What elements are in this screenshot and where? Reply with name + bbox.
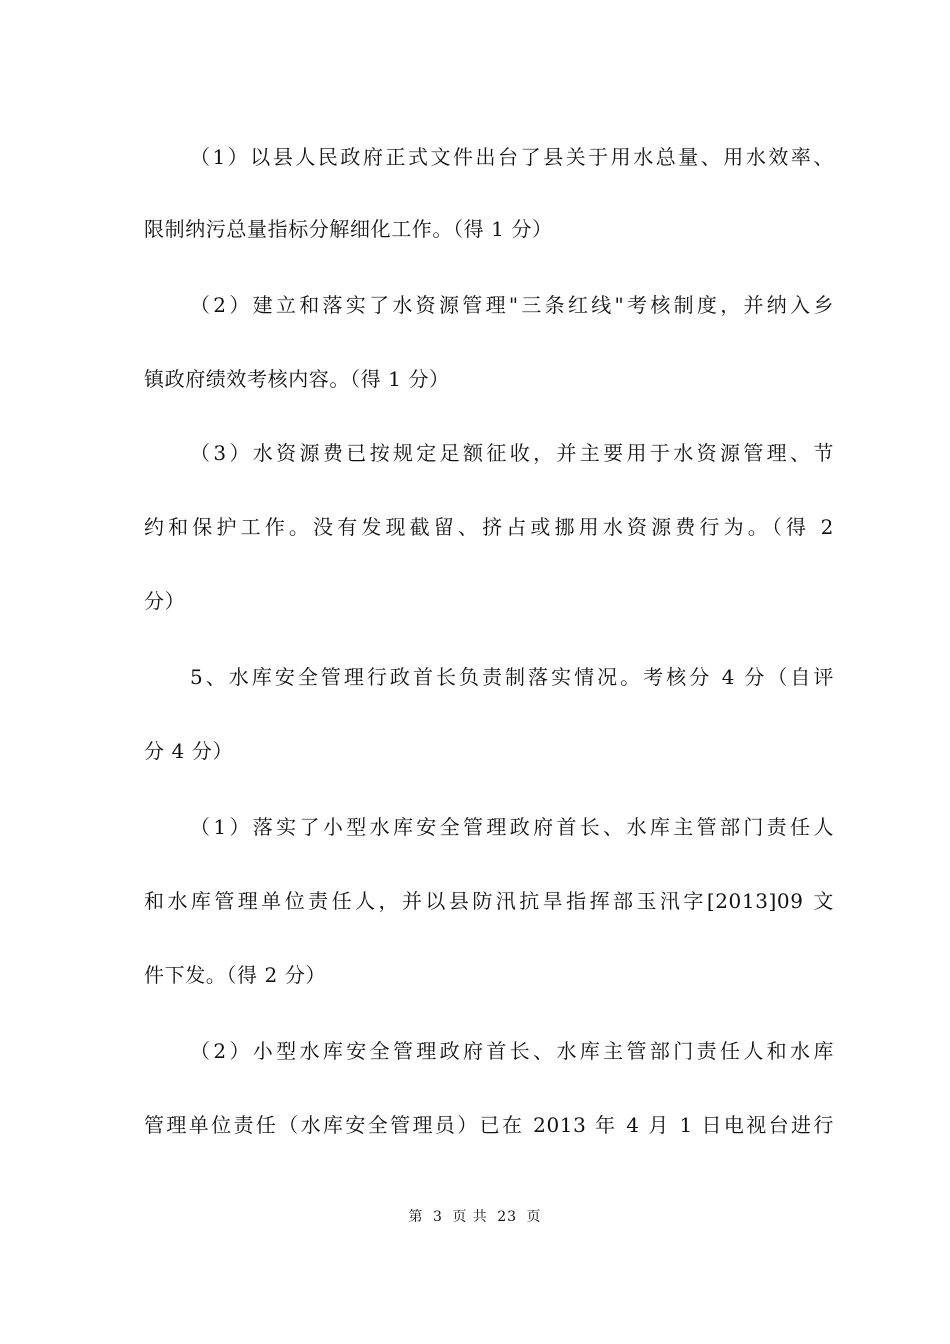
paragraph-line: 和水库管理单位责任人，并以县防汛抗旱指挥部玉汛字[2013]09 文 <box>144 889 834 913</box>
footer-prefix: 第 <box>408 1209 424 1225</box>
footer-middle: 页 共 <box>452 1209 488 1225</box>
paragraph-line: 分 4 分） <box>144 739 234 763</box>
section-heading-line: 5、水库安全管理行政首长负责制落实情况。考核分 4 分（自评 <box>190 665 834 689</box>
paragraph-line: 约和保护工作。没有发现截留、挤占或挪用水资源费行为。（得 2 <box>144 515 834 539</box>
footer-current-page: 3 <box>432 1209 443 1225</box>
footer-total-pages: 23 <box>497 1209 518 1225</box>
paragraph-line: 镇政府绩效考核内容。（得 1 分） <box>144 367 450 391</box>
paragraph-line: 件下发。（得 2 分） <box>144 963 327 987</box>
paragraph-line: （2）小型水库安全管理政府首长、水库主管部门责任人和水库 <box>190 1039 834 1063</box>
paragraph-line: （1）落实了小型水库安全管理政府首长、水库主管部门责任人 <box>190 815 834 839</box>
footer-suffix: 页 <box>526 1209 542 1225</box>
paragraph-line: （3）水资源费已按规定足额征收，并主要用于水资源管理、节 <box>190 441 834 465</box>
paragraph-line: （2）建立和落实了水资源管理"三条红线"考核制度，并纳入乡 <box>190 293 834 317</box>
paragraph-line: 分） <box>144 589 186 613</box>
paragraph-line: （1）以县人民政府正式文件出台了县关于用水总量、用水效率、 <box>190 145 834 169</box>
paragraph-line: 限制纳污总量指标分解细化工作。（得 1 分） <box>144 217 553 241</box>
paragraph-line: 管理单位责任（水库安全管理员）已在 2013 年 4 月 1 日电视台进行 <box>144 1113 834 1137</box>
page-footer <box>0 1208 950 1226</box>
